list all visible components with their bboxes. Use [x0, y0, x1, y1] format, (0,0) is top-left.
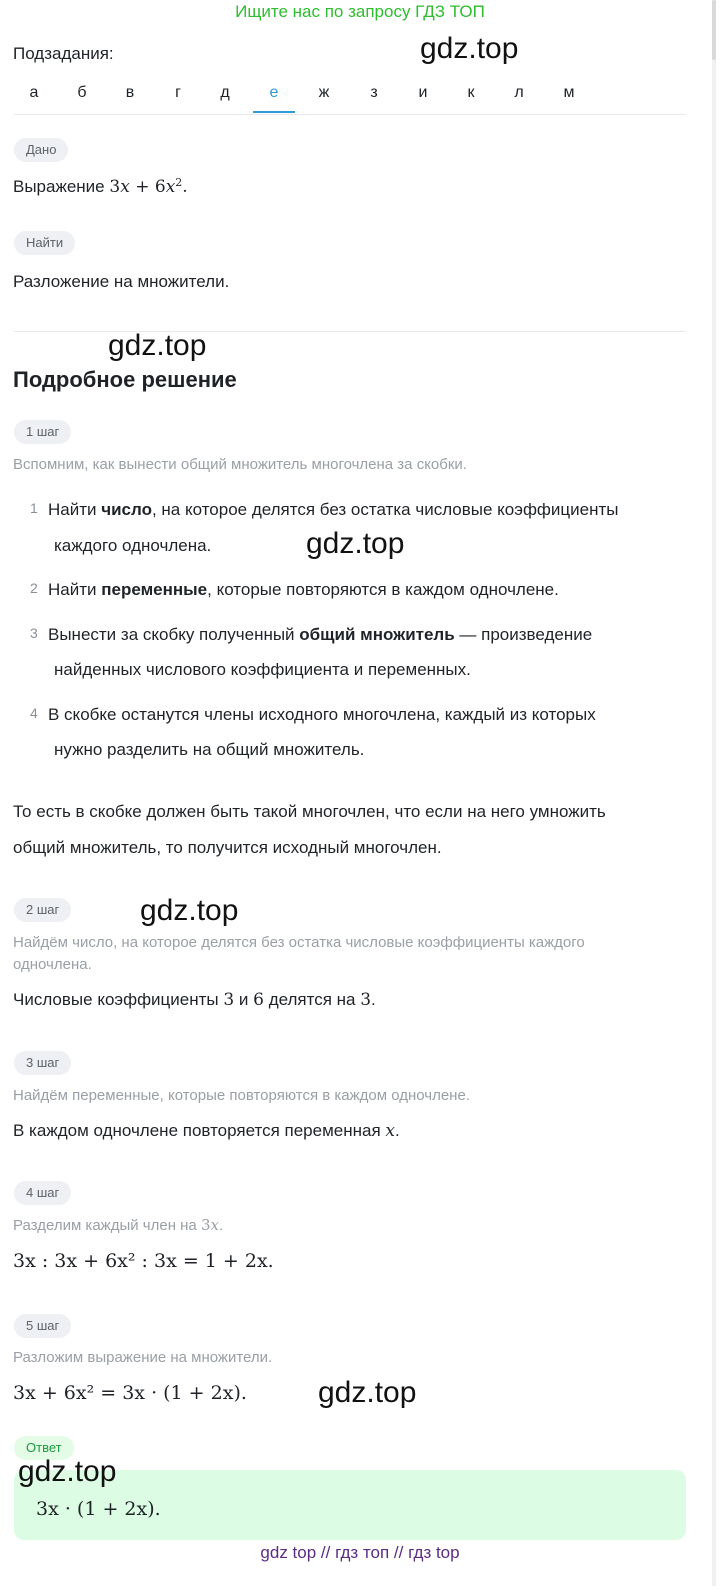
list-item-1-cont: каждого одночлена. — [54, 536, 212, 555]
tab-a[interactable]: а — [29, 84, 39, 101]
list-number: 2 — [30, 580, 38, 596]
tab-k[interactable]: к — [467, 84, 475, 101]
list-item-2: Найти переменные, которые повторяются в каждом одночлене. — [48, 580, 559, 599]
tab-z[interactable]: з — [370, 84, 378, 101]
watermark: gdz.top — [108, 329, 207, 362]
summary-line-2: общий множитель, то получится исходный многочлен. — [13, 838, 442, 857]
footer-links[interactable]: gdz top // гдз топ // гдз top — [260, 1543, 460, 1562]
list-item-3-cont: найденных числового коэффициента и переменных. — [54, 660, 471, 679]
answer-chip: Ответ — [14, 1436, 74, 1460]
step5-formula: 3x + 6x² = 3x · (1 + 2x). — [13, 1382, 247, 1404]
step4-chip: 4 шаг — [14, 1181, 71, 1205]
tab-zh[interactable]: ж — [318, 84, 330, 101]
tab-e[interactable]: е — [269, 84, 279, 101]
step1-chip: 1 шаг — [14, 420, 71, 444]
scrollbar-track[interactable] — [712, 0, 716, 1586]
tab-v[interactable]: в — [125, 84, 135, 101]
step2-text: Числовые коэффициенты 3 и 6 делятся на 3. — [13, 990, 376, 1010]
step3-chip: 3 шаг — [14, 1051, 71, 1075]
list-item-4: В скобке останутся члены исходного многочлена, каждый из которых — [48, 705, 596, 724]
step2-hint-line1: Найдём число, на которое делятся без остатка числовые коэффициенты каждого — [13, 934, 585, 951]
search-banner[interactable]: Ищите нас по запросу ГДЗ ТОП — [235, 2, 485, 21]
given-chip: Дано — [14, 138, 68, 162]
tab-g[interactable]: г — [175, 84, 181, 101]
find-text: Разложение на множители. — [13, 272, 230, 291]
watermark: gdz.top — [18, 1455, 117, 1488]
answer-formula: 3x · (1 + 2x). — [36, 1498, 161, 1520]
tab-m[interactable]: м — [563, 84, 575, 101]
given-text: Выражение $3x + 6x^2$. — [13, 176, 188, 197]
step3-hint: Найдём переменные, которые повторяются в каждом одночлене. — [13, 1087, 470, 1104]
tab-l[interactable]: л — [514, 84, 524, 101]
summary-line-1: То есть в скобке должен быть такой многочлен, что если на него умножить — [13, 802, 606, 821]
find-chip: Найти — [14, 231, 75, 255]
step2-chip: 2 шаг — [14, 898, 71, 922]
step3-text: В каждом одночлене повторяется переменная x. — [13, 1121, 400, 1141]
step4-hint: Разделим каждый член на 3x. — [13, 1216, 224, 1234]
subtask-tabs — [14, 80, 686, 115]
tab-b[interactable]: б — [77, 84, 87, 101]
list-item-4-cont: нужно разделить на общий множитель. — [54, 740, 365, 759]
step1-hint: Вспомним, как вынести общий множитель многочлена за скобки. — [13, 456, 467, 473]
given-expression: $3x + 6x^2$. — [109, 176, 188, 197]
step5-hint: Разложим выражение на множители. — [13, 1349, 273, 1366]
watermark: gdz.top — [140, 894, 239, 927]
watermark: gdz.top — [306, 527, 405, 560]
subtasks-title: Подзадания: — [13, 44, 114, 63]
solution-title: Подробное решение — [13, 367, 237, 392]
tab-d[interactable]: д — [220, 84, 230, 101]
watermark: gdz.top — [420, 32, 519, 65]
step4-formula: 3x : 3x + 6x² : 3x = 1 + 2x. — [13, 1250, 274, 1272]
list-number: 1 — [30, 500, 38, 516]
step5-chip: 5 шаг — [14, 1314, 71, 1338]
tab-i[interactable]: и — [418, 84, 428, 101]
list-item-1: Найти число, на которое делятся без остатка числовые коэффициенты — [48, 500, 619, 519]
list-number: 3 — [30, 625, 38, 641]
step2-hint-line2: одночлена. — [13, 956, 92, 973]
list-number: 4 — [30, 705, 38, 721]
list-item-3: Вынести за скобку полученный общий множитель — произведение — [48, 625, 593, 644]
active-tab-indicator — [253, 111, 295, 113]
watermark: gdz.top — [318, 1376, 417, 1409]
